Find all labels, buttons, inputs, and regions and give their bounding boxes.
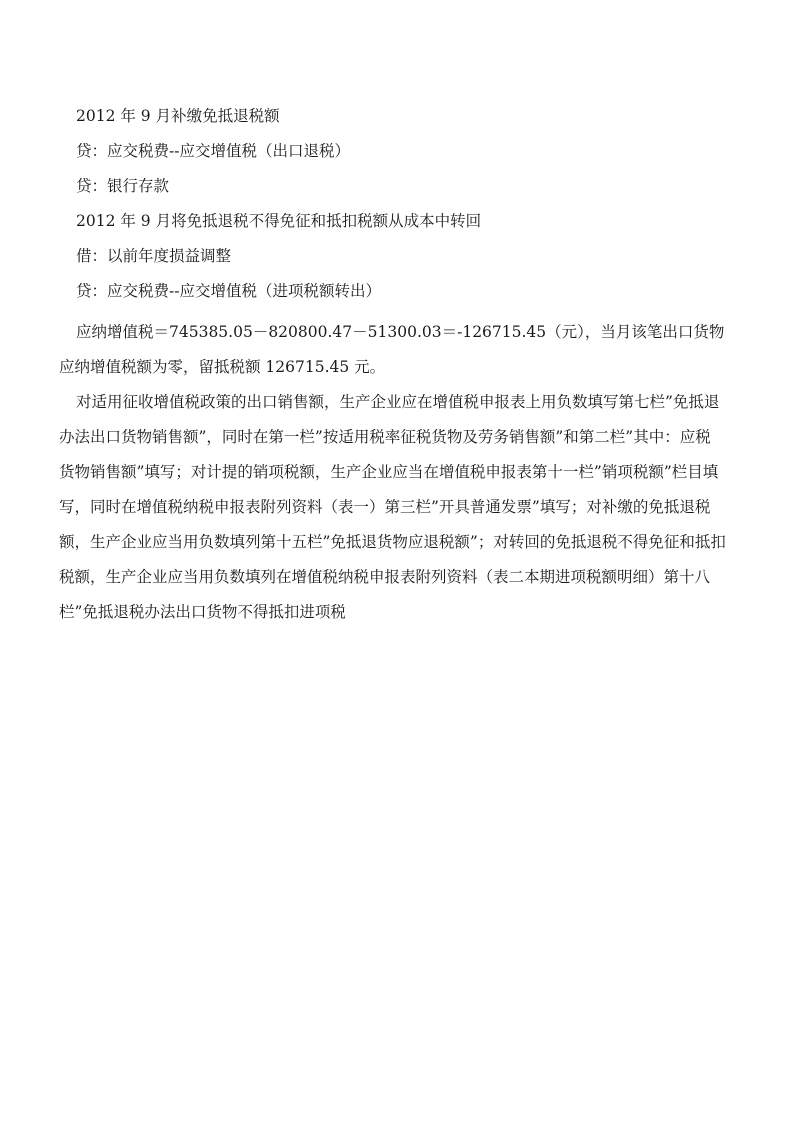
calculation-paragraph: 应纳增值税＝745385.05－820800.47－51300.03＝-126715.45（元），当月该笔出口货物应纳增值税额为零，留抵税额 126715.45 元。	[59, 323, 725, 376]
text-line-4: 2012 年 9 月将免抵退税不得免征和抵扣税额从成本中转回	[76, 212, 482, 230]
text-line-1: 2012 年 9 月补缴免抵退税额	[76, 107, 280, 125]
document-body	[59, 103, 726, 630]
text-line-5: 借：以前年度损益调整	[76, 247, 232, 265]
text-line-6: 贷：应交税费--应交增值税（进项税额转出）	[76, 282, 381, 300]
text-line-2: 贷：应交税费--应交增值税（出口退税）	[76, 142, 350, 160]
filing-rules-paragraph: 对适用征收增值税政策的出口销售额，生产企业应在增值税申报表上用负数填写第七栏”免抵退办法出口货物销售额”，同时在第一栏”按适用税率征税货物及劳务销售额”和第二栏”其中：应税货物销售额”填写；对计提的销项税额，生产企业应当在增值税申报表第十一栏”销项税额”栏目填写，同时在增值税纳税申报表附列资料（表一）第三栏”开具普通发票”填写；对补缴的免抵退税额，生产企业应当用负数填列第十五栏”免抵退货物应退税额”；对转回的免抵退税不得免征和抵扣税额，生产企业应当用负数填列在增值税纳税申报表附列资料（表二本期进项税额明细）第十八栏”免抵退税办法出口货物不得抵扣进项税	[59, 393, 726, 621]
text-line-3: 贷：银行存款	[76, 177, 170, 195]
